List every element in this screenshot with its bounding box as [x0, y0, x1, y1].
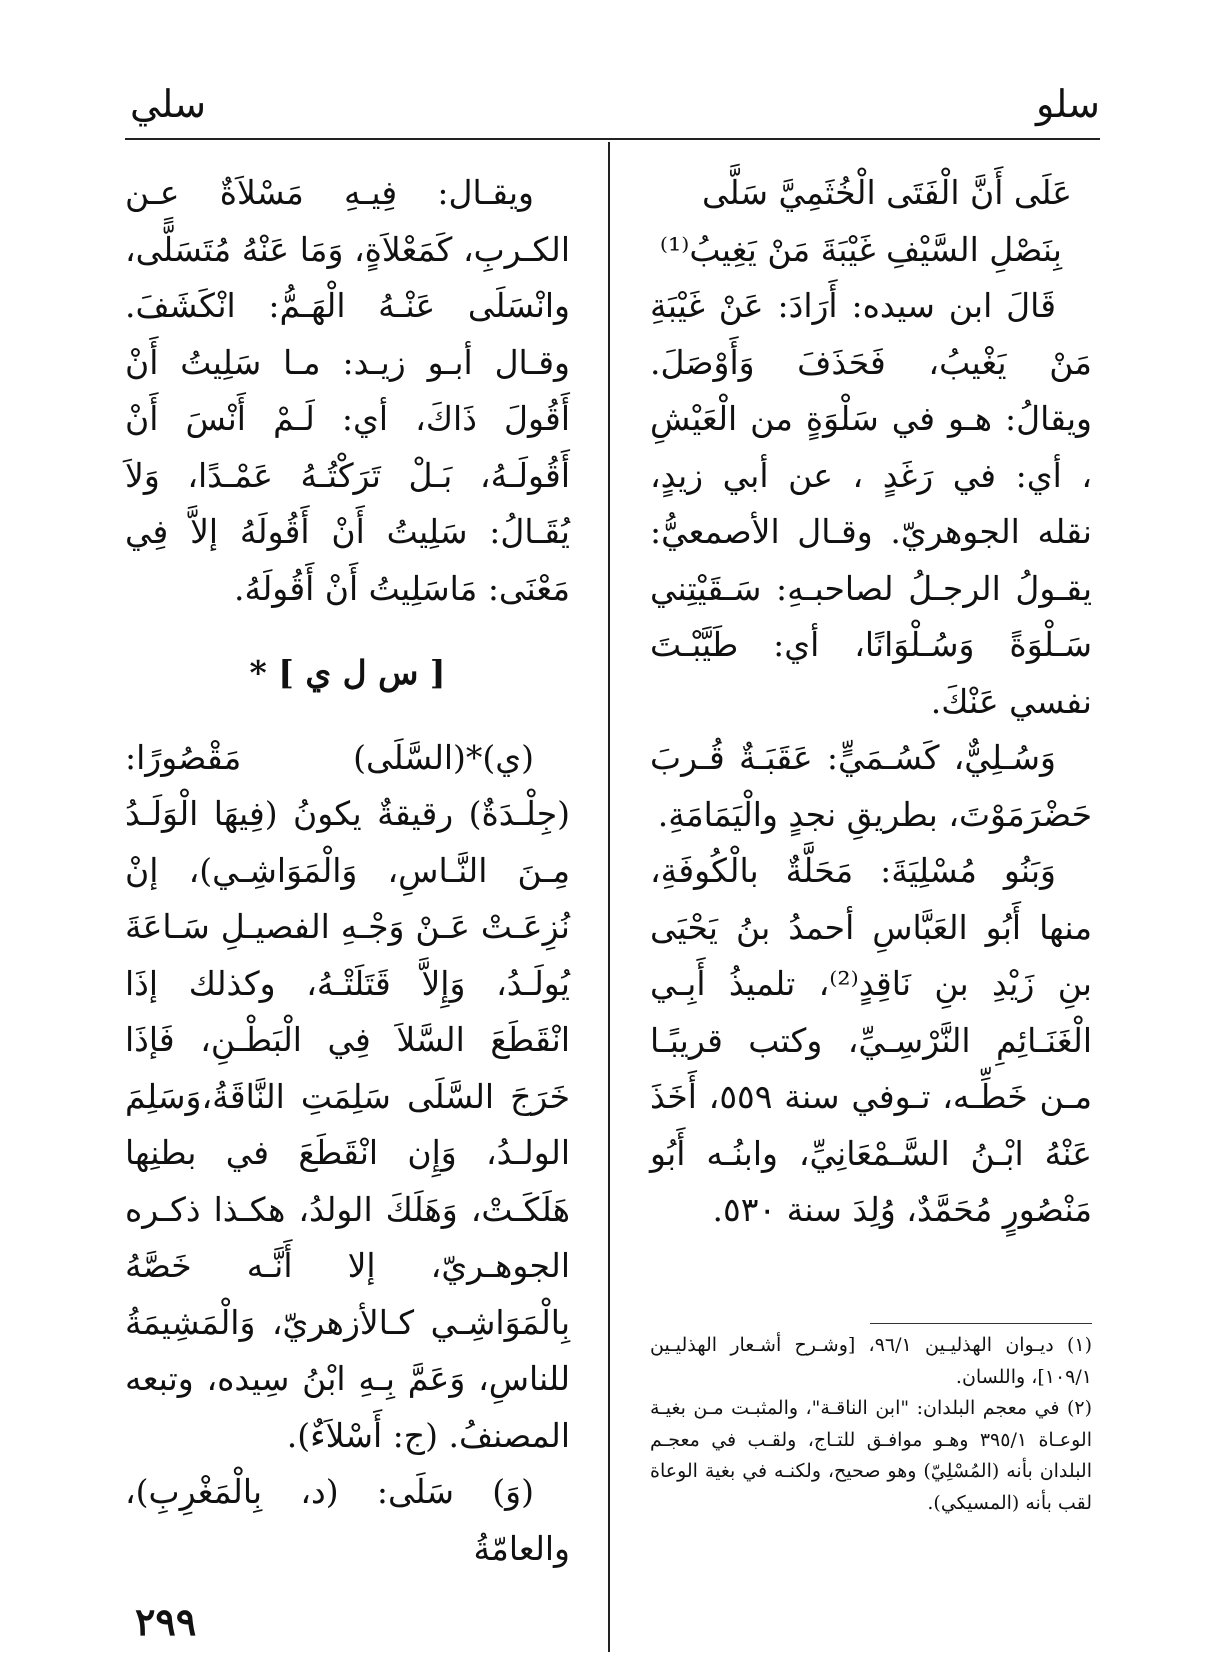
running-head-left: سلي	[130, 82, 207, 126]
header-rule	[125, 138, 1100, 140]
paragraph: وَسُـلِيٌّ، كَسُـمَيٍّ: عَقَبَـةٌ قُـربَ حَضْرَمَوْتَ، بطريقِ نجدٍ والْيَمَامَةِ.	[650, 738, 1092, 834]
entry-heading: [ س ل ي ] *	[249, 653, 446, 692]
footnote-2: (٢) في معجم البلدان: "ابن الناقـة"، والمثبـت مـن بغيـة الوعـاة ٣٩٥/١ وهـو موافـق للتـاج، ولقـب في معجـم البلدان بأنه (المُسْلِيّ) وهو صحيح، ولكنـه في بغية الوعاة لقب بأنه (المسيكي).	[650, 1397, 1092, 1514]
column-divider	[608, 142, 610, 1652]
paragraph: (وَ) سَلَى: (د، بِالْمَغْرِبِ)، والعامّةُ	[125, 1472, 570, 1568]
page-number: ٢٩٩	[135, 1599, 197, 1644]
paragraph: (ي)*(السَّلَى) مَقْصُورًا: (جِلْـدَةٌ) رقيقةٌ يكونُ (فِيهَا الْوَلَـدُ مِـنَ النَّـاسِ، وَالْمَوَاشِـي)، إنْ نُزِعَـتْ عَـنْ وَجْـهِ الفصيـلِ سَـاعَةَ يُولَـدُ، وَإِلاَّ قَتَلَتْـهُ، وكذلك إذَا انْقَطَعَ السَّلاَ فِي الْبَطْـنِ، فَإذَا خَرَجَ السَّلَى سَلِمَتِ النَّاقَةُ،وَسَلِمَ الولـدُ، وَإِن انْقَطَعَ في بطنِها هَلَكَـتْ، وَهَلَكَ الولدُ، هكـذا ذكـره الجوهـريّ، إلا أَنَّـه خَصَّهُ بِالْمَوَاشِـي كـالأزهريّ، وَالْمَشِيمَةُ للناسِ، وَعَمَّ بِـهِ ابْنُ سِيده، وتبعه المصنفُ. (ج: أَسْلاَءٌ).	[125, 737, 570, 1455]
footnote-rule	[870, 1323, 1092, 1324]
footnotes	[650, 1330, 1092, 1519]
running-head-right: سلو	[1035, 82, 1100, 126]
verse-line-1: عَلَى أَنَّ الْفَتَى الْخُثَمِيَّ سَلَّى	[701, 173, 1072, 212]
verse-line-2: بِنَصْلِ السَّيْفِ غَيْبَةَ مَنْ يَغِيبُ⁽¹⁾	[659, 229, 1062, 269]
left-column	[125, 165, 570, 1645]
paragraph: وَبَنُو مُسْلِيَةَ: مَحَلَّةٌ بالْكُوفَةِ، منها أَبُو العَبَّاسِ أحمدُ بنُ يَحْيَى بنِ زَيْدِ بنِ نَاقِدٍ⁽²⁾، تلميذُ أَبِـي الْغَنَـائِمِ النَّرْسِـيِّ، وكتب قريبًـا مـن خَطِّـه، تـوفي سنة ٥٥٩، أَخَذَ عَنْهُ ابْـنُ السَّـمْعَانِيِّ، وابنُـه أَبُو مَنْصُورٍ مُحَمَّدٌ، وُلِدَ سنة ٥٣٠.	[650, 851, 1092, 1229]
right-column	[650, 165, 1092, 1315]
footnote-1: (١) ديـوان الهذليـين ٩٦/١، [وشـرح أشـعار الهذليـين ١٠٩/١]، واللسان.	[650, 1334, 1092, 1388]
paragraph: ويقـال: فِيـهِ مَسْلاَةٌ عـن الكـربِ، كَمَعْلاَةٍ، وَمَا عَنْهُ مُتَسَلًّى، وانْسَلَى عَنْـهُ الْهَـمُّ: انْكَشَفَ. وقـال أبـو زيـد: مـا سَلِيتُ أَنْ أَقُولَ ذَاكَ، أي: لَـمْ أَنْسَ أَنْ أَقُولَـهُ، بَـلْ تَرَكْتُـهُ عَمْـدًا، وَلاَ يُقَـالُ: سَلِيتُ أَنْ أَقُولَهُ إلاَّ فِي مَعْنَى: مَاسَلِيتُ أَنْ أَقُولَهُ.	[125, 173, 570, 608]
paragraph: قَالَ ابن سيده: أَرَادَ: عَنْ غَيْبَةِ مَنْ يَغْيبُ، فَحَذَفَ وَأَوْصَلَ. ويقالُ: هـو في سَلْوَةٍ من الْعَيْشِ ، أي: في رَغَدٍ ، عن أبي زيدٍ، نقله الجوهريّ. وقـال الأصمعيُّ: يقـولُ الرجـلُ لصاحبـهِ: سَـقَيْتِني سَـلْوَةً وَسُـلْوَانًا، أي: طَيَّبْـتَ نفسي عَنْكَ.	[650, 286, 1092, 721]
